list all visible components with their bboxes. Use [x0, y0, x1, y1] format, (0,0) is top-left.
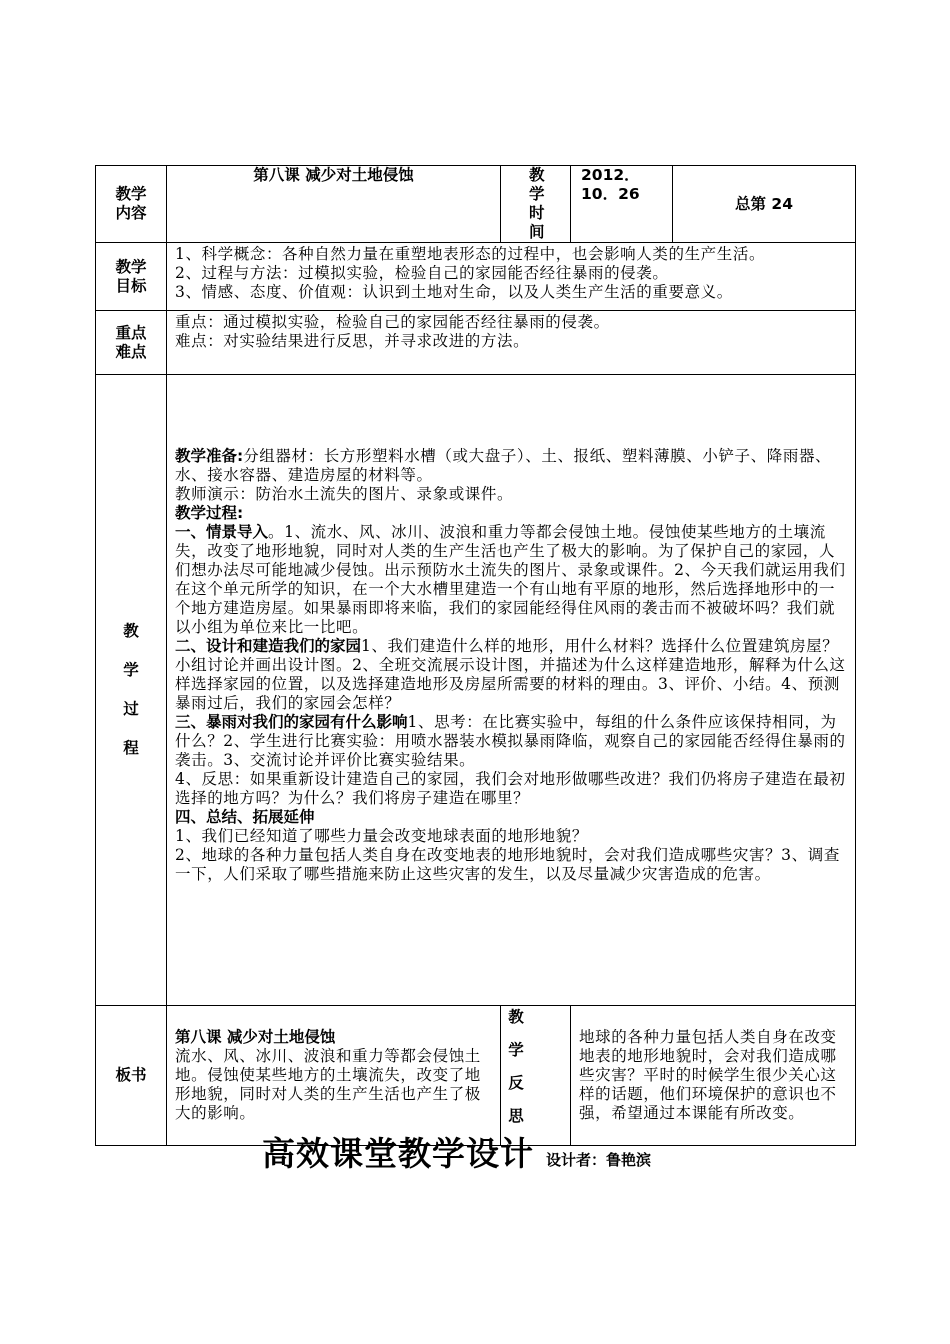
keypoint-line: 难点：对实验结果进行反思，并寻求改进的方法。 — [175, 332, 530, 350]
prep-paragraph: 教学准备:分组器材：长方形塑料水槽（或大盘子）、土、报纸、塑料薄膜、小铲子、降雨器、水、接水容器、建造房屋的材料等。 — [175, 447, 832, 484]
section-3: 三、暴雨对我们的家园有什么影响1、思考：在比赛实验中，每组的什么条件应该保持相同，为什么？2、学生进行比赛实验：用喷水器装水模拟暴雨降临，观察自己的家园能否经得住暴雨的袭击。3、交流讨论并评价比赛实验结果。 — [175, 713, 846, 769]
header-row — [96, 166, 856, 243]
lesson-date: 2012．10．26 — [571, 166, 673, 243]
process-label: 教 学 过 程 — [96, 375, 167, 1006]
design-title-text: 高效课堂教学设计 — [262, 1134, 534, 1173]
goals-content — [167, 243, 856, 311]
teacher-demo: 教师演示：防治水土流失的图片、录象或课件。 — [175, 485, 514, 503]
page-title — [262, 1128, 651, 1175]
section-4-title: 四、总结、拓展延伸 — [175, 808, 315, 826]
goals-label: 教学 目标 — [96, 243, 167, 311]
goal-line: 3、情感、态度、价值观：认识到土地对生命，以及人类生产生活的重要意义。 — [175, 283, 733, 301]
lesson-title: 第八课 减少对土地侵蚀 — [167, 166, 501, 243]
section-4-line: 2、地球的各种力量包括人类自身在改变地表的地形地貌时，会对我们造成哪些灾害？3、调查一下，人们采取了哪些措施来防止这些灾害的发生，以及尽量减少灾害造成的危害。 — [175, 846, 840, 883]
board-title: 第八课 减少对土地侵蚀 — [175, 1028, 336, 1046]
goal-line: 1、科学概念：各种自然力量在重塑地表形态的过程中，也会影响人类的生产生活。 — [175, 245, 766, 263]
process-heading: 教学过程: — [175, 504, 244, 522]
time-label: 教学 时间 — [501, 166, 531, 243]
section-1: 一、情景导入。1、流水、风、冰川、波浪和重力等都会侵蚀土地。侵蚀使某些地方的土壤流失，改变了地形地貌，同时对人类的生产生活也产生了极大的影响。为了保护自己的家园，人们想办法尽可能地减少侵蚀。出示预防水土流失的图片、录象或课件。2、今天我们就运用我们在这个单元所学的知识，在一个大水槽里建造一个有山地有平原的地形，然后选择地形中的一个地方建造房屋。如果暴雨即将来临，我们的家园能经得住风雨的袭击而不被破坏吗？我们就以小组为单位来比一比吧。 — [175, 523, 846, 636]
process-content — [167, 375, 856, 1006]
section-3-reflect: 4、反思：如果重新设计建造自己的家园，我们会对地形做哪些改进？我们仍将房子建造在最初选择的地方吗？为什么？我们将房子建造在哪里？ — [175, 770, 846, 807]
board-text: 流水、风、冰川、波浪和重力等都会侵蚀土地。侵蚀使某些地方的土壤流失，改变了地形地貌，同时对人类的生产生活也产生了极大的影响。 — [175, 1047, 481, 1122]
reflect-content: 地球的各种力量包括人类自身在改变地表的地形地貌时，会对我们造成哪些灾害？平时的时候学生很少关心这样的话题，他们环境保护的意识也不强，希望通过本课能有所改变。 — [571, 1006, 856, 1146]
designer-name: 设计者：鲁艳滨 — [546, 1151, 652, 1169]
goal-line: 2、过程与方法：过模拟实验，检验自己的家园能否经往暴雨的侵袭。 — [175, 264, 669, 282]
keypoints-content — [167, 311, 856, 375]
board-label: 板书 — [96, 1006, 167, 1146]
total-count: 总第 24 — [673, 166, 856, 243]
board-content — [167, 1006, 501, 1146]
keypoints-label: 重点 难点 — [96, 311, 167, 375]
reflect-label: 教 学 反 思 — [501, 1006, 571, 1146]
goals-row — [96, 243, 856, 311]
lesson-plan-table — [95, 165, 856, 1146]
board-row — [96, 1006, 856, 1146]
content-label: 教学 内容 — [96, 166, 167, 243]
process-row — [96, 375, 856, 1006]
section-4-line: 1、我们已经知道了哪些力量会改变地球表面的地形地貌？ — [175, 827, 588, 845]
section-2: 二、设计和建造我们的家园1、我们建造什么样的地形，用什么材料？选择什么位置建筑房屋？小组讨论并画出设计图。2、全班交流展示设计图，并描述为什么这样建造地形，解释为什么这样选择家园的位置，以及选择建造地形及房屋所需要的材料的理由。3、评价、小结。4、预测暴雨过后，我们的家园会怎样？ — [175, 637, 846, 712]
keypoint-line: 重点：通过模拟实验，检验自己的家园能否经往暴雨的侵袭。 — [175, 313, 610, 331]
keypoints-row — [96, 311, 856, 375]
